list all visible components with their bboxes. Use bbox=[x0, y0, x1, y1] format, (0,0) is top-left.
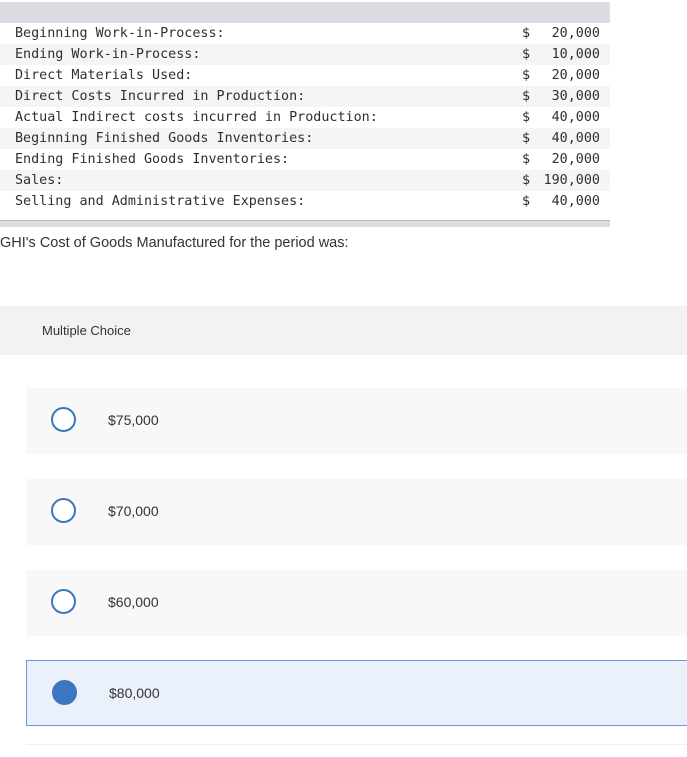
answer-option-label: $60,000 bbox=[108, 594, 159, 610]
table-row bbox=[0, 191, 610, 212]
table-row bbox=[0, 170, 610, 191]
answer-option-label: $70,000 bbox=[108, 503, 159, 519]
row-currency: $ bbox=[522, 173, 531, 188]
row-currency: $ bbox=[522, 89, 531, 104]
table-row bbox=[0, 86, 610, 107]
row-currency: $ bbox=[522, 152, 531, 167]
row-label: Direct Costs Incurred in Production: bbox=[15, 89, 306, 104]
table-row bbox=[0, 23, 610, 44]
answer-option-1[interactable] bbox=[26, 388, 687, 454]
table-row bbox=[0, 65, 610, 86]
row-currency: $ bbox=[522, 68, 531, 83]
row-label: Selling and Administrative Expenses: bbox=[15, 194, 306, 209]
answer-option-label: $75,000 bbox=[108, 412, 159, 428]
table-row bbox=[0, 128, 610, 149]
radio-button-icon[interactable] bbox=[51, 589, 76, 614]
row-currency: $ bbox=[522, 131, 531, 146]
row-label: Beginning Work-in-Process: bbox=[15, 26, 225, 41]
table-header-bar bbox=[0, 2, 610, 23]
row-amount: 40,000 bbox=[551, 131, 600, 146]
row-label: Beginning Finished Goods Inventories: bbox=[15, 131, 314, 146]
radio-button-icon[interactable] bbox=[51, 407, 76, 432]
question-text: GHI's Cost of Goods Manufactured for the period was: bbox=[0, 235, 349, 251]
multiple-choice-label: Multiple Choice bbox=[42, 323, 131, 338]
row-amount: 190,000 bbox=[543, 173, 600, 188]
divider bbox=[26, 744, 687, 745]
answer-option-label: $80,000 bbox=[109, 685, 160, 701]
answer-option-2[interactable] bbox=[26, 479, 687, 545]
row-amount: 30,000 bbox=[551, 89, 600, 104]
table-row bbox=[0, 149, 610, 170]
multiple-choice-header bbox=[0, 306, 687, 355]
row-currency: $ bbox=[522, 47, 531, 62]
radio-button-selected-icon[interactable] bbox=[52, 680, 77, 705]
row-amount: 20,000 bbox=[551, 26, 600, 41]
row-label: Sales: bbox=[15, 173, 64, 188]
radio-button-icon[interactable] bbox=[51, 498, 76, 523]
answer-option-3[interactable] bbox=[26, 570, 687, 636]
row-label: Ending Finished Goods Inventories: bbox=[15, 152, 290, 167]
row-amount: 40,000 bbox=[551, 194, 600, 209]
answer-option-4[interactable] bbox=[26, 660, 687, 726]
table-row bbox=[0, 44, 610, 65]
row-amount: 20,000 bbox=[551, 68, 600, 83]
table-body bbox=[0, 23, 610, 212]
row-currency: $ bbox=[522, 26, 531, 41]
row-label: Actual Indirect costs incurred in Production: bbox=[15, 110, 378, 125]
row-amount: 20,000 bbox=[551, 152, 600, 167]
row-currency: $ bbox=[522, 194, 531, 209]
table-row bbox=[0, 107, 610, 128]
row-label: Ending Work-in-Process: bbox=[15, 47, 201, 62]
row-amount: 40,000 bbox=[551, 110, 600, 125]
row-currency: $ bbox=[522, 110, 531, 125]
row-amount: 10,000 bbox=[551, 47, 600, 62]
table-footer-bar bbox=[0, 220, 610, 227]
row-label: Direct Materials Used: bbox=[15, 68, 193, 83]
